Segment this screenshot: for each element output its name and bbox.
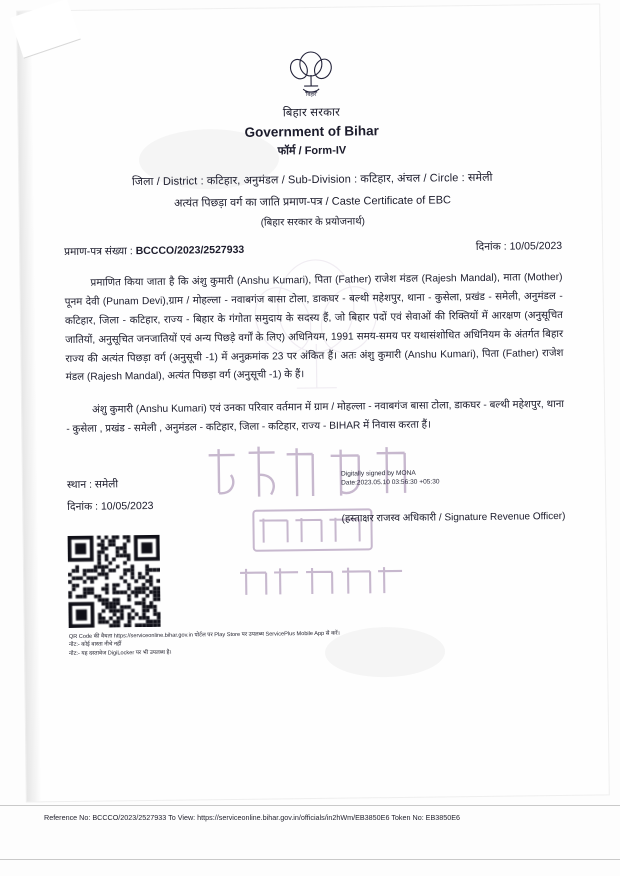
qr-code[interactable] bbox=[68, 535, 161, 628]
svg-text:बिहार: बिहार bbox=[306, 91, 317, 99]
digital-signature-signer: Digitally signed by MONA bbox=[340, 469, 416, 478]
signature-date-label: दिनांक : bbox=[67, 500, 99, 514]
certificate-paragraph-2: अंशु कुमारी (Anshu Kumari) एवं उनका परिवार वर्तमान में ग्राम / मोहल्ला - नवाबगंज बासा टोला, डाकघर - बल्थी महेशपुर, थाना - कुसेला , प्रखंड - समेली , अनुमंडल - कटिहार, जिला - कटिहार, राज्य - BIHAR में निवास करता हैं। bbox=[66, 399, 565, 436]
signature-date-value: 10/05/2023 bbox=[100, 500, 154, 513]
certificate-text-block bbox=[64, 269, 564, 440]
government-title: Government of Bihar bbox=[244, 123, 379, 140]
qr-note-line-2: नोट:- कोई वास्ता नीचे नहीं bbox=[68, 641, 122, 649]
district-subdivision-circle-line: जिला / District : कटिहार, अनुमंडल / Sub-Division : कटिहार, अंचल / Circle : समेली bbox=[131, 171, 493, 189]
certificate-title: अत्यंत पिछड़ा वर्ग का जाति प्रमाण-पत्र / Caste Certificate of EBC bbox=[174, 194, 452, 210]
certificate-meta-row bbox=[64, 239, 562, 259]
signature-date-row bbox=[67, 495, 153, 518]
issue-date-label: दिनांक : bbox=[475, 240, 507, 253]
state-emblem bbox=[62, 45, 561, 106]
footer-reference: Reference No: BCCCO/2023/2527933 To View: https://serviceonline.bihar.gov.in/officials/in2hWm/EB3850E6 Token No: EB3850E6 bbox=[44, 813, 461, 822]
qr-note-line-3: नोट:- यह दस्तावेज DigiLocker पर भी उपलब्ध है। bbox=[69, 649, 172, 657]
paper-left-shadow bbox=[17, 11, 41, 801]
officer-signature-block bbox=[341, 468, 565, 525]
qr-code-canvas bbox=[68, 535, 161, 628]
issue-date-group bbox=[476, 239, 562, 254]
place-row bbox=[67, 473, 153, 496]
qr-note-line-1: QR Code की वैधता https://serviceonline.bihar.gov.in पोर्टल पर Play Store पर उपलब्ध ServicePlus Mobile App से करें। bbox=[68, 630, 340, 640]
scanned-paper bbox=[17, 4, 609, 801]
footer-bottom-rule bbox=[0, 859, 620, 860]
bodhi-tree-emblem-icon bbox=[280, 48, 343, 99]
certificate-purpose: (बिहार सरकार के प्रयोजनार्थ) bbox=[260, 216, 365, 229]
hindi-government-heading: बिहार सरकार bbox=[282, 106, 341, 120]
certificate-number-value: BCCCO/2023/2527933 bbox=[135, 243, 245, 258]
qr-instructions bbox=[69, 629, 399, 658]
issue-date-value: 10/05/2023 bbox=[509, 239, 563, 253]
place-value: समेली bbox=[94, 478, 119, 491]
place-date-block bbox=[67, 473, 154, 518]
digital-signature-date: Date:2023.05.10 03:56:30 +05:30 bbox=[341, 478, 440, 487]
document-body bbox=[62, 45, 567, 658]
certificate-paragraph-1: प्रमाणित किया जाता है कि अंशु कुमारी (Anshu Kumari), पिता (Father) राजेश मंडल (Rajesh Mandal), माता (Mother) पूनम देवी (Punam Devi),ग्राम / मोहल्ला - नवाबगंज बासा टोला, डाकघर - बल्थी महेशपुर, थाना - कुसेला, प्रखंड - समेली, अनुमंडल - कटिहार, जिला - कटिहार, राज्य - बिहार के गंगोता समुदाय के सदस्य हैं, जो बिहार पदों एवं सेवाओं की रिक्तियों में आरक्षण (अनुसूचित जातियों, अनुसूचित जनजातियों एवं अन्य पिछड़े वर्गों के लिए) अधिनियम, 1991 समय-समय पर यथासंशोधित अधिनियम के अंतर्गत बिहार राज्य की अत्यंत पिछड़ा वर्ग (अनुसूची -1) में अनुक्रमांक 23 पर अंकित हैं। अतः अंशु कुमारी (Anshu Kumari), पिता (Father) राजेश मंडल (Rajesh Mandal), अत्यंत पिछड़ा वर्ग (अनुसूची -1) के हैं। bbox=[64, 271, 564, 384]
paper-folded-corner bbox=[10, 0, 81, 59]
page-footer bbox=[0, 805, 620, 822]
certificate-number-label: प्रमाण-पत्र संख्या : bbox=[64, 245, 133, 259]
qr-verification-block bbox=[68, 530, 567, 658]
signature-area bbox=[67, 468, 566, 528]
form-number-line: फॉर्म / Form-IV bbox=[277, 144, 347, 158]
place-label: स्थान : bbox=[66, 478, 93, 492]
certificate-number-group bbox=[64, 243, 244, 259]
signature-officer-caption: (हस्ताक्षर राजस्व अधिकारी / Signature Revenue Officer) bbox=[341, 510, 566, 525]
digital-signature-info bbox=[341, 468, 565, 489]
